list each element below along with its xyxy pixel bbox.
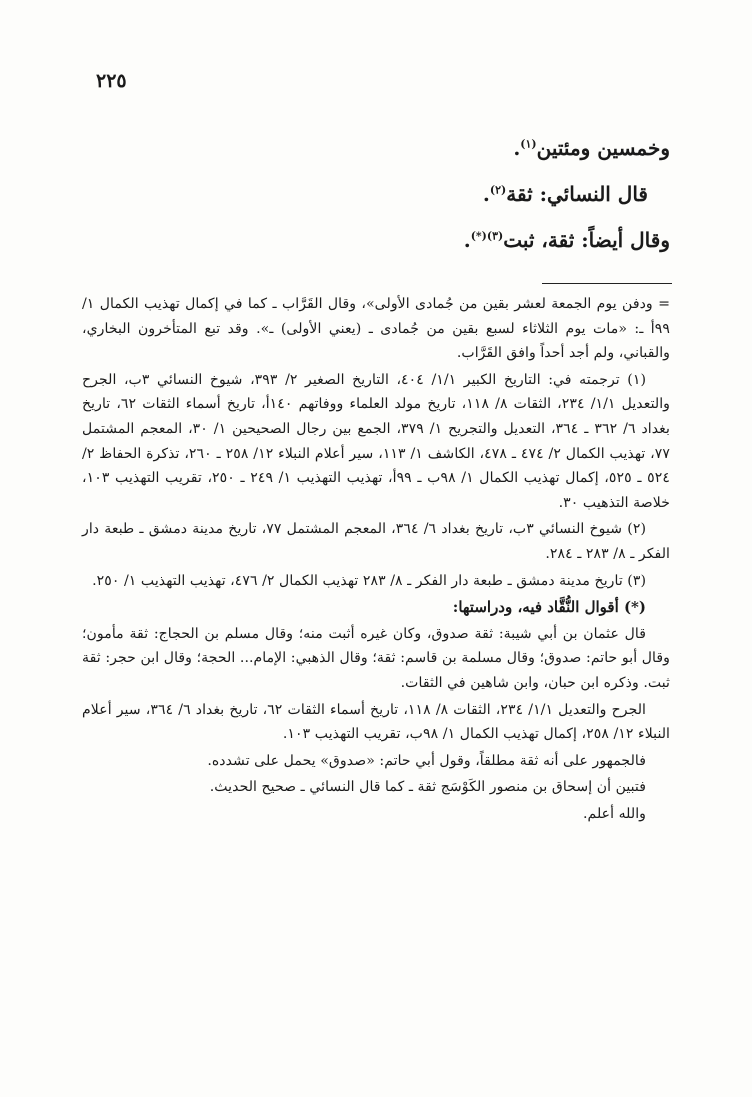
critics-paragraph-1: قال عثمان بن أبي شيبة: ثقة صدوق، وكان غيره أثبت منه؛ وقال مسلم بن الحجاج: ثقة مأمون؛ وقال أبو حاتم: صدوق؛ وقال مسلمة بن قاسم: ثقة؛ وقال الذهبي: الإمام... الحجة؛ وقال ابن حجر: ثقة ثبت. وذكره ابن حبان، وابن شاهين في الثقات. xyxy=(82,625,670,691)
footnote-ref-3: (٣)(*) xyxy=(470,229,504,243)
footnote-ref-2: (٢) xyxy=(489,183,507,197)
footnote-3: (٣) تاريخ مدينة دمشق ـ طبعة دار الفكر ـ ٨/ ٢٨٣ تهذيب الكمال ٢/ ٤٧٦، تهذيب التهذيب ١/ ٢٥٠. xyxy=(92,572,646,589)
footnote-ref-1: (١) xyxy=(520,137,537,151)
critics-paragraph-2: الجرح والتعديل ١/١/ ٢٣٤، الثقات ٨/ ١١٨، تاريخ أسماء الثقات ٦٢، تاريخ بغداد ٦/ ٣٦٤، سير أعلام النبلاء ١٢/ ٢٥٨، إكمال تهذيب الكمال ١/ ٩٨ب، تقريب التهذيب ١٠٣. xyxy=(82,701,670,743)
critics-paragraph-4: فتبين أن إسحاق بن منصور الكَوْسَج ثقة ـ كما قال النسائي ـ صحيح الحديث. xyxy=(209,779,646,796)
footnote-divider xyxy=(542,283,672,284)
page-number: ٢٢٥ xyxy=(96,70,127,92)
main-line-2-tail: . xyxy=(482,182,490,206)
main-text xyxy=(130,130,670,258)
footnotes xyxy=(82,292,670,828)
main-line-1-text: وخمسين ومئتين xyxy=(536,136,670,160)
main-line-3-tail: . xyxy=(463,228,471,252)
main-line-1 xyxy=(130,130,670,166)
critics-heading: (*) أقوال النُّقَّاد فيه، ودراستها: xyxy=(452,598,646,617)
footnote-1: (١) ترجمته في: التاريخ الكبير ١/١/ ٤٠٤، التاريخ الصغير ٢/ ٣٩٣، شيوخ النسائي ٣ب، الجرح والتعديل ١/١/ ٢٣٤، الثقات ٨/ ١١٨، تاريخ مولد العلماء ووفاتهم ١٤٠أ، تاريخ أسماء الثقات ٦٢، تاريخ بغداد ٦/ ٣٦٢ ـ ٣٦٤، التعديل والتجريح ١/ ٣٧٩، الجمع بين رجال الصحيحين ١/ ٣٠، المعجم المشتمل ٧٧، تهذيب الكمال ٢/ ٤٧٤ ـ ٤٧٨، الكاشف ١/ ١١٣، سير أعلام النبلاء ١٢/ ٢٥٨ ـ ٢٦٠، تذكرة الحفاظ ٢/ ٥٢٤ ـ ٥٢٥، إكمال تهذيب الكمال ١/ ٩٨ب ـ ٩٩أ، تهذيب التهذيب ١/ ٢٤٩ ـ ٢٥٠، تقريب التهذيب ١٠٣، خلاصة التذهيب ٣٠. xyxy=(82,371,670,511)
critics-paragraph-3: فالجمهور على أنه ثقة مطلقاً، وقول أبي حاتم: «صدوق» يحمل على تشدده. xyxy=(207,752,646,769)
main-line-3-text: وقال أيضاً: ثقة، ثبت xyxy=(503,228,670,252)
closing-phrase: والله أعلم. xyxy=(583,805,646,822)
main-line-3 xyxy=(130,222,670,258)
footnote-continuation: = ودفن يوم الجمعة لعشر بقين من جُمادى الأولى»، وقال القَرَّاب ـ كما في إكمال تهذيب الكمال ١/ ٩٩أ ـ: «مات يوم الثلاثاء لسبع بقين من جُمادى ـ (يعني الأولى) ـ». وقد تبع المتأخرون البخاري، والقباني، ولم أجد أحداً وافق القَرَّاب. xyxy=(82,296,670,362)
main-line-2-text: قال النسائي: ثقة xyxy=(506,182,648,206)
footnote-2: (٢) شيوخ النسائي ٣ب، تاريخ بغداد ٦/ ٣٦٤، المعجم المشتمل ٧٧، تاريخ مدينة دمشق ـ طبعة دار الفكر ـ ٨/ ٢٨٣ ـ ٢٨٤. xyxy=(82,521,670,562)
main-line-1-tail: . xyxy=(513,136,521,160)
main-line-2 xyxy=(130,176,670,212)
